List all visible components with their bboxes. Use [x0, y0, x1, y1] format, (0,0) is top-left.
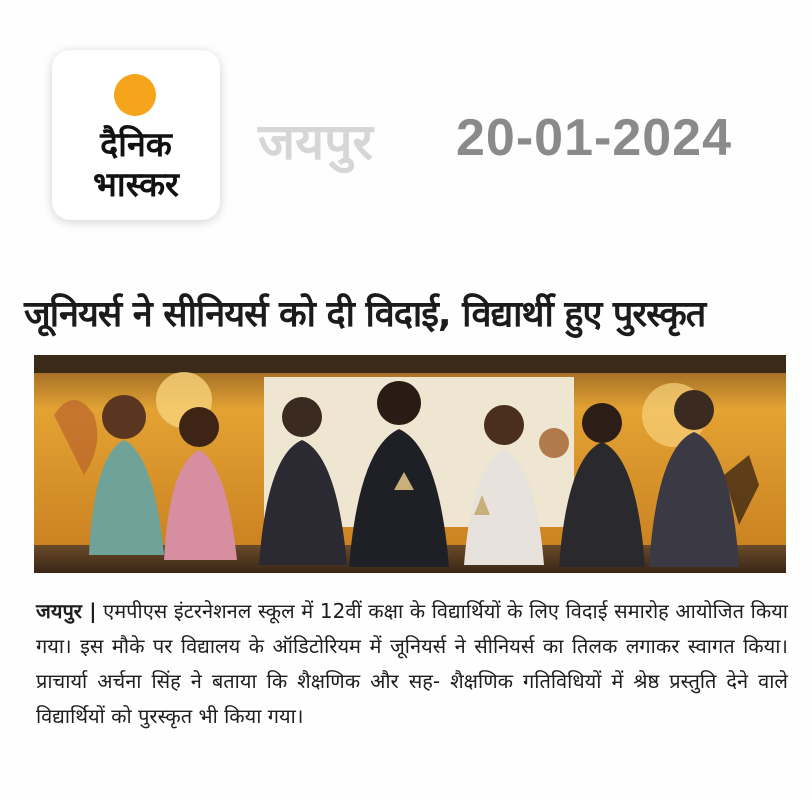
logo-text-line2: भास्कर	[93, 165, 179, 205]
dainik-bhaskar-logo	[52, 50, 220, 220]
edition-date: 20-01-2024	[456, 109, 732, 167]
event-photo	[34, 355, 786, 573]
edition-city: जयपुर	[258, 113, 373, 171]
article-text: एमपीएस इंटरनेशनल स्कूल में 12वीं कक्षा के विद्यार्थियों के लिए विदाई समारोह आयोजित किया गया। इस मौके पर विद्यालय के ऑडिटोरियम में जूनियर्स ने सीनियर्स का तिलक लगाकर स्वागत किया। प्राचार्या अर्चना सिंह ने बताया कि शैक्षणिक और सह- शैक्षणिक गतिविधियों में श्रेष्ठ प्रस्तुति देने वाले विद्यार्थियों को पुरस्कृत भी किया गया।	[36, 599, 788, 728]
article-dateline: जयपुर |	[36, 599, 97, 623]
article-body	[36, 594, 788, 734]
sun-icon	[114, 74, 156, 116]
logo-text-line1: दैनिक	[100, 125, 172, 165]
article-headline: जूनियर्स ने सीनियर्स को दी विदाई, विद्यार्थी हुए पुरस्कृत	[24, 294, 706, 335]
